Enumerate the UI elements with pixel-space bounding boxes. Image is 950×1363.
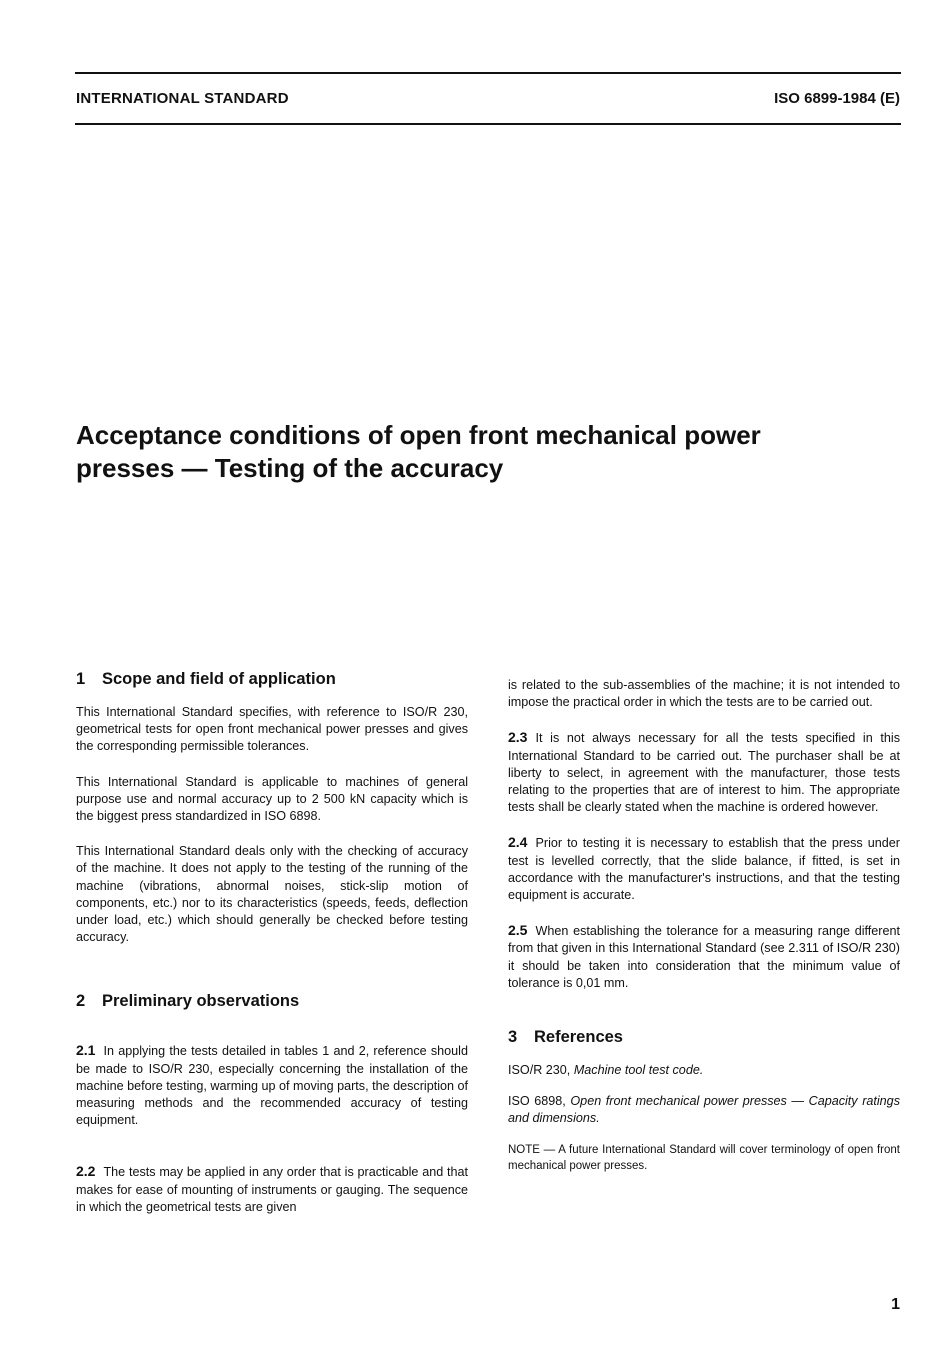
title-line-1: Acceptance conditions of open front mechanical power [76,420,761,450]
header-document-id: ISO 6899-1984 (E) [774,90,900,107]
clause-2-4: 2.4 Prior to testing it is necessary to establish that the press under test is levelled correctly, that the slide balance, if fitted, is set in accordance with the manufacturer's instructions, and that the testing equipment is accurate. [508,834,900,903]
title-line-2: presses — Testing of the accuracy [76,453,504,483]
header-standard-label: INTERNATIONAL STANDARD [76,90,289,107]
section-2-heading: 2 Preliminary observations [76,992,300,1011]
clause-2-2-continued: is related to the sub-assemblies of the machine; it is not intended to impose the practical order in which the tests are to be carried out. [508,678,900,710]
clause-2-2: 2.2 The tests may be applied in any order that is practicable and that makes for ease of mounting of instruments or gauging. The sequence in which the geometrical tests are given [76,1163,468,1214]
document-title [76,419,896,485]
section-3-heading: 3 References [508,1028,623,1047]
section-1-heading: 1 Scope and field of application [76,670,336,688]
left-column [76,668,468,1234]
clause-2-1: 2.1 In applying the tests detailed in tables 1 and 2, reference should be made to ISO/R 230, especially concerning the installation of the machine before testing, warming up of moving parts, the description of measuring methods and the recommended accuracy of testing equipment. [76,1042,469,1128]
header-top-rule [75,72,901,74]
reference-iso-6898: ISO 6898, Open front mechanical power presses — Capacity ratings and dimensions. [508,1094,900,1126]
header-bottom-rule [75,123,901,125]
section-1-paragraph-1: This International Standard specifies, with reference to ISO/R 230, geometrical tests for open front mechanical power presses and gives the corresponding permissible tolerances. [76,705,468,754]
section-1-paragraph-3: This International Standard deals only with the checking of accuracy of the machine. It does not apply to the testing of the running of the machine (vibrations, abnormal noises, stick-slip motion of components, etc.) nor to its characteristics (speeds, feeds, deflection under load, etc.) which should generally be checked before testing accuracy. [76,844,468,945]
right-column [508,677,900,1192]
reference-iso-r-230: ISO/R 230, Machine tool test code. [508,1063,704,1078]
clause-2-3: 2.3 It is not always necessary for all the tests specified in this International Standard to be carried out. The purchaser shall be at liberty to select, in agreement with the manufacturer, those tests relating to the properties that are of interest to him. The appropriate tests shall be clearly stated when the machine is ordered however. [508,729,900,815]
page-number: 1 [891,1296,900,1313]
terminology-note: NOTE — A future International Standard will cover terminology of open front mechanical power presses. [508,1143,900,1172]
section-1-paragraph-2: This International Standard is applicable to machines of general purpose use and normal accuracy up to 2 500 kN capacity which is the biggest press standardized in ISO 6898. [76,774,468,824]
clause-2-5: 2.5 When establishing the tolerance for a measuring range different from that given in this International Standard (see 2.311 of ISO/R 230) it should be taken into consideration that the minimum value of tolerance is 0,01 mm. [508,922,900,990]
